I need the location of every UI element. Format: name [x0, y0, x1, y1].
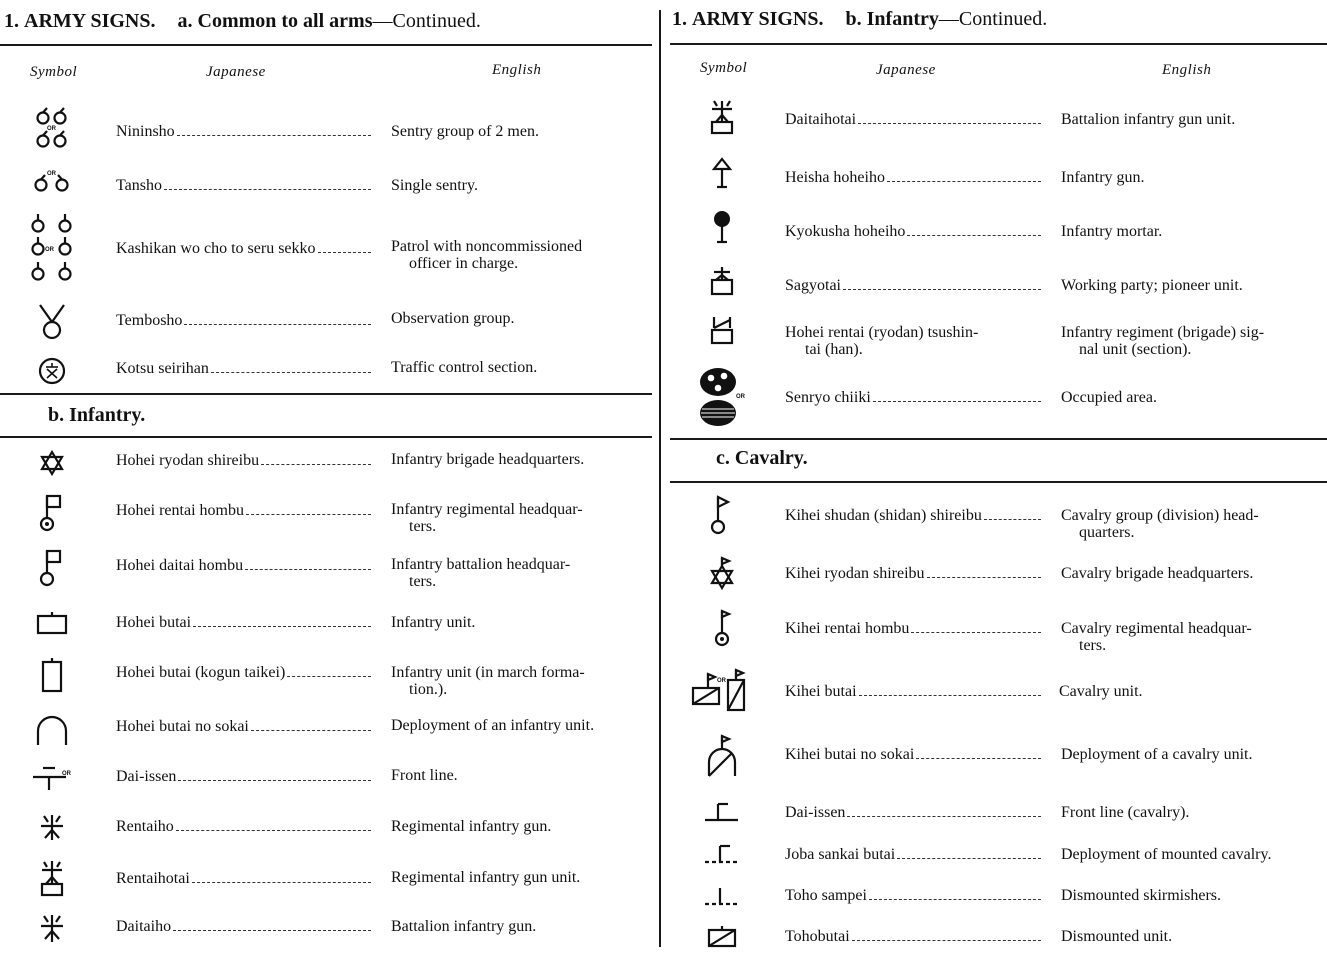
- table-row: [664, 732, 1327, 780]
- battalion-gun-unit-icon: [664, 98, 780, 136]
- row-japanese: Kihei rentai hombu: [785, 620, 910, 637]
- table-row: Kihei rentai hombu Cavalry regimental headquar- ters.: [664, 608, 1327, 654]
- table-row: [664, 264, 1327, 300]
- table-row: [0, 103, 656, 159]
- row-english: Traffic control section.: [391, 359, 538, 376]
- table-row: Hohei rentai (ryodan) tsushin- tai (han). Infantry regiment (brigade) sig- nal unit (section).: [664, 314, 1327, 362]
- svg-text:OR: OR: [47, 171, 56, 177]
- unit-box-icon: [0, 610, 104, 636]
- section-rule-right-2: [670, 481, 1327, 483]
- row-english: Infantry regimental headquar-: [391, 501, 583, 518]
- table-row: OR Kashikan wo cho to seru sekko Patrol with noncommissioned officer in charge.: [0, 210, 656, 286]
- section-rule-right: [670, 438, 1327, 440]
- row-japanese: Daitaihotai: [785, 111, 857, 128]
- row-english: Infantry battalion headquar-: [391, 556, 571, 573]
- row-japanese: Kihei butai no sokai: [785, 746, 915, 763]
- two-pairs-circles-or-icon: [0, 105, 104, 151]
- row-japanese: Kotsu seirihan: [116, 360, 209, 377]
- row-japanese: Tohobutai: [785, 928, 850, 945]
- right-column: [664, 0, 1327, 957]
- table-row: [0, 712, 656, 748]
- row-japanese: Tansho: [116, 177, 162, 194]
- row-japanese: Kihei ryodan shireibu: [785, 565, 925, 582]
- star-hq-icon: [0, 450, 104, 476]
- title-rule-right: [670, 43, 1327, 45]
- table-row: [0, 762, 656, 794]
- deployment-arc-icon: [0, 714, 104, 746]
- header-japanese-left: Japanese: [206, 64, 266, 80]
- row-english: Regimental infantry gun.: [391, 818, 552, 835]
- table-row: Hohei butai (kogun taikei) Infantry unit (in march forma- tion.).: [0, 656, 656, 696]
- cavalry-unit-icon: [664, 666, 780, 712]
- occupied-area-icon: [664, 366, 780, 428]
- cavalry-regiment-hq-icon: [664, 608, 780, 648]
- row-japanese: Kashikan wo cho to seru sekko: [116, 240, 316, 257]
- row-english: Infantry brigade headquarters.: [391, 451, 585, 468]
- table-row: Hohei rentai hombu Infantry regimental headquar- ters.: [0, 493, 656, 539]
- header-symbol-left: Symbol: [30, 64, 78, 80]
- header-japanese-right: Japanese: [876, 62, 936, 78]
- table-row: [0, 608, 656, 640]
- row-english: Dismounted skirmishers.: [1061, 887, 1221, 904]
- unit-box-tall-icon: [0, 656, 104, 694]
- section-rule-left-2: [0, 436, 652, 438]
- row-japanese: Kyokusha hoheiho: [785, 223, 906, 240]
- cavalry-front-line-icon: [664, 796, 780, 826]
- row-japanese: Dai-issen: [116, 768, 177, 785]
- row-english: Working party; pioneer unit.: [1061, 277, 1243, 294]
- row-english: Sentry group of 2 men.: [391, 123, 539, 140]
- row-japanese: Heisha hoheiho: [785, 169, 885, 186]
- patrol-icon: [0, 210, 104, 286]
- row-english: Occupied area.: [1061, 389, 1157, 406]
- row-english: Cavalry regimental headquar-: [1061, 620, 1252, 637]
- row-japanese: Dai-issen: [785, 804, 846, 821]
- svg-text:OR: OR: [717, 678, 726, 684]
- regimental-gun-icon: [0, 812, 104, 842]
- row-japanese: Daitaiho: [116, 918, 172, 935]
- front-line-icon: [0, 764, 104, 792]
- single-sentry-icon: [0, 167, 104, 195]
- mortar-icon: [664, 208, 780, 246]
- table-row: [664, 796, 1327, 830]
- svg-text:OR: OR: [45, 247, 54, 253]
- section-c-title: c. Cavalry.: [716, 447, 808, 469]
- row-english: Front line.: [391, 767, 458, 784]
- flag-circle-dot-icon: [0, 493, 104, 533]
- column-divider: [659, 10, 661, 947]
- flag-circle-icon: [0, 548, 104, 588]
- table-row: [664, 666, 1327, 714]
- table-row: [664, 156, 1327, 192]
- cavalry-deployment-icon: [664, 732, 780, 778]
- table-row: [0, 448, 656, 480]
- row-japanese: Hohei butai (kogun taikei): [116, 664, 286, 681]
- row-japanese: Tembosho: [116, 312, 183, 329]
- table-row: [664, 556, 1327, 592]
- row-japanese: Hohei butai: [116, 614, 192, 631]
- row-japanese: Hohei ryodan shireibu: [116, 452, 260, 469]
- row-english: Infantry regiment (brigade) sig-: [1061, 324, 1265, 341]
- row-english: Front line (cavalry).: [1061, 804, 1190, 821]
- svg-text:OR: OR: [47, 126, 56, 132]
- table-row: [664, 98, 1327, 138]
- table-row: [0, 856, 656, 900]
- row-japanese: Hohei rentai (ryodan) tsushin-: [785, 324, 979, 341]
- row-english: Deployment of mounted cavalry.: [1061, 846, 1272, 863]
- row-japanese: Kihei butai: [785, 683, 857, 700]
- svg-text:OR: OR: [736, 394, 745, 400]
- header-english-left: English: [492, 62, 542, 78]
- row-english: Infantry gun.: [1061, 169, 1145, 186]
- traffic-control-icon: [0, 356, 104, 386]
- cavalry-group-hq-icon: [664, 494, 780, 536]
- page-title-left: 1. ARMY SIGNS. a. Common to all arms—Continued.: [4, 10, 481, 32]
- table-row: [0, 165, 656, 205]
- row-japanese: Nininsho: [116, 123, 175, 140]
- row-japanese: Hohei rentai hombu: [116, 502, 244, 519]
- row-japanese: Rentaiho: [116, 818, 174, 835]
- table-row: [664, 880, 1327, 914]
- table-row: [0, 298, 656, 344]
- table-row: [664, 838, 1327, 872]
- row-japanese: Kihei shudan (shidan) shireibu: [785, 507, 982, 524]
- row-english: Regimental infantry gun unit.: [391, 869, 581, 886]
- row-english: Observation group.: [391, 310, 515, 327]
- header-english-right: English: [1162, 62, 1212, 78]
- header-symbol-right: Symbol: [700, 60, 748, 76]
- row-english: Battalion infantry gun unit.: [1061, 111, 1236, 128]
- table-row: [0, 810, 656, 844]
- working-party-icon: [664, 264, 780, 298]
- table-row: [0, 352, 656, 390]
- table-row: Hohei daitai hombu Infantry battalion headquar- ters.: [0, 548, 656, 594]
- row-english: Patrol with noncommissioned: [391, 238, 583, 255]
- table-row: Kihei shudan (shidan) shireibu Cavalry group (division) head- quarters.: [664, 494, 1327, 540]
- row-english: Infantry mortar.: [1061, 223, 1163, 240]
- table-row: [664, 920, 1327, 954]
- row-english: Dismounted unit.: [1061, 928, 1173, 945]
- row-english: Deployment of a cavalry unit.: [1061, 746, 1253, 763]
- left-column: [0, 0, 656, 957]
- regimental-gun-unit-icon: [0, 858, 104, 898]
- row-english: Deployment of an infantry unit.: [391, 717, 595, 734]
- page-title-right: 1. ARMY SIGNS. b. Infantry—Continued.: [672, 8, 1048, 30]
- section-b-title: b. Infantry.: [48, 404, 146, 426]
- signal-unit-icon: [664, 314, 780, 348]
- table-row: [664, 364, 1327, 430]
- row-japanese: Hohei butai no sokai: [116, 718, 249, 735]
- observation-icon: [0, 302, 104, 342]
- row-japanese: Senryo chiiki: [785, 389, 871, 406]
- row-english: Single sentry.: [391, 177, 478, 194]
- row-english: Battalion infantry gun.: [391, 918, 537, 935]
- table-row: [0, 910, 656, 946]
- table-row: [664, 208, 1327, 248]
- row-japanese: Joba sankai butai: [785, 846, 896, 863]
- dismounted-unit-icon: [664, 922, 780, 950]
- title-rule-left: [0, 44, 652, 46]
- section-rule-left: [0, 393, 652, 395]
- battalion-gun-icon: [0, 912, 104, 944]
- mounted-deployment-icon: [664, 838, 780, 868]
- row-english: Cavalry group (division) head-: [1061, 507, 1259, 524]
- row-english: Cavalry unit.: [1059, 683, 1143, 700]
- row-japanese: Sagyotai: [785, 277, 841, 294]
- svg-text:OR: OR: [62, 771, 71, 777]
- dismounted-skirmishers-icon: [664, 880, 780, 910]
- infantry-gun-icon: [664, 156, 780, 190]
- row-japanese: Toho sampei: [785, 887, 867, 904]
- row-english: Cavalry brigade headquarters.: [1061, 565, 1254, 582]
- row-english: Infantry unit.: [391, 614, 476, 631]
- row-japanese: Rentaihotai: [116, 870, 190, 887]
- row-english: Infantry unit (in march forma-: [391, 664, 585, 681]
- row-japanese: Hohei daitai hombu: [116, 557, 244, 574]
- cavalry-brigade-hq-icon: [664, 556, 780, 590]
